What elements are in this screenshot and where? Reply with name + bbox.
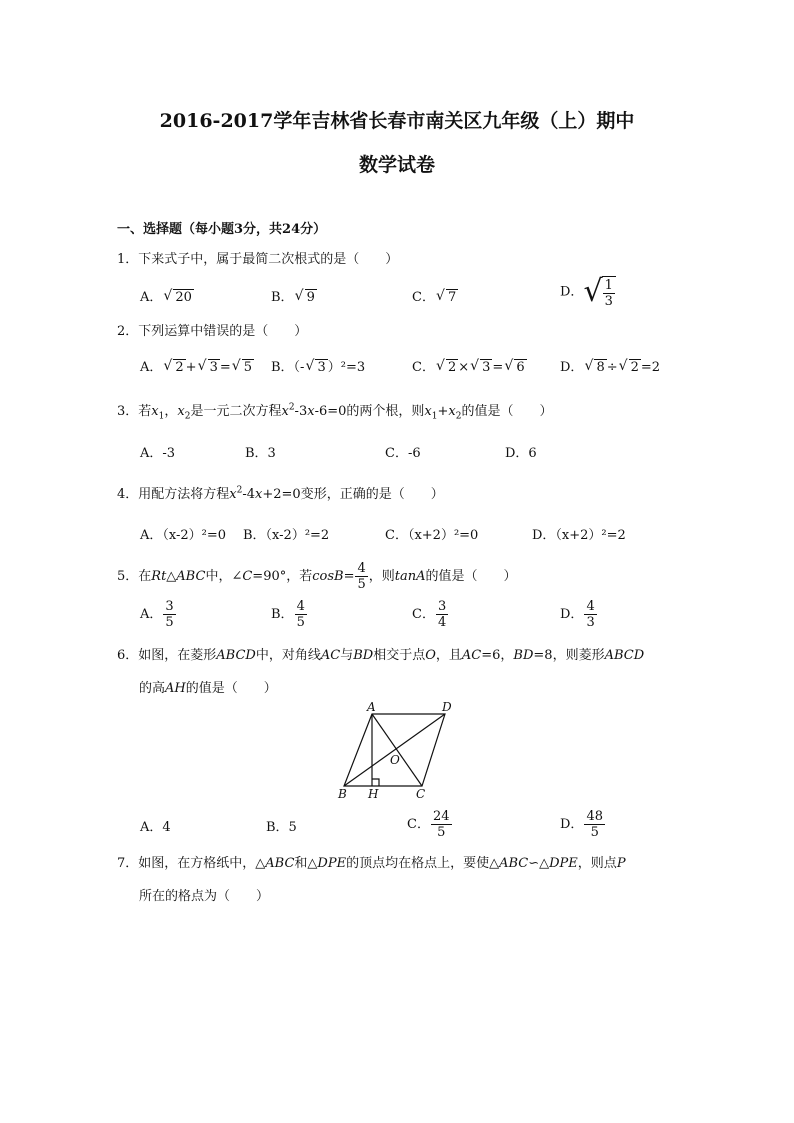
- q1-option-d: D． √ $\frac{1}{3}$: [560, 276, 616, 308]
- q1-option-b: B．√ 9: [271, 286, 317, 305]
- q5-option-a: A． $\frac{3}{5}$: [140, 599, 174, 630]
- q3-option-a: A．-3: [140, 446, 176, 461]
- exam-title-line1: 2016-2017学年吉林省长春市南关区九年级（上）期中: [159, 110, 635, 132]
- q1-a-radicand: 20: [175, 290, 192, 305]
- diagonal-bd: [344, 714, 445, 786]
- diagonal-ac: [372, 714, 422, 786]
- label-o: O: [390, 753, 400, 767]
- q1-option-c: C．√ 7: [412, 286, 458, 305]
- q5-option-b: B． $\frac{4}{5}$: [271, 599, 305, 630]
- rhombus-figure: [330, 698, 470, 802]
- q3-option-c: C．-6: [385, 446, 421, 461]
- q2-option-b: B．（-√ 3 ）²=3: [271, 356, 365, 375]
- question-3-stem: 3．若$x_1$，$x_2$是一元二次方程$x^2-3x-6=0$的两个根，则$x_1+x_2$的值是（ ）: [117, 402, 553, 422]
- q3-option-b: B．3: [245, 446, 276, 461]
- q4-option-a: A．（x-2）²=0: [140, 528, 227, 543]
- question-7-stem-line2: 所在的格点为（ ）: [139, 889, 270, 904]
- label-a: A: [367, 700, 376, 714]
- question-5-stem: 5．在Rt△ABC中，∠C=90°，若cosB= $\frac{4}{5}$ ，则tanA的值是（ ）: [117, 561, 517, 592]
- label-h: H: [368, 787, 379, 801]
- q1-c-radicand: 7: [447, 290, 457, 305]
- label-c: C: [416, 787, 426, 801]
- question-5-options: [0, 600, 794, 630]
- question-1-options: [0, 274, 794, 312]
- right-angle-mark: [372, 779, 379, 786]
- cos-b-fraction: $\frac{4}{5}$: [357, 561, 366, 592]
- question-6-stem-line2: 的高AH的值是（ ）: [139, 681, 277, 696]
- q4-option-d: D．（x+2）²=2: [532, 528, 626, 543]
- question-4-options: [0, 524, 794, 554]
- question-4-stem: 4．用配方法将方程$x^2-4x+2=0$变形，正确的是（ ）: [117, 485, 444, 502]
- q2-option-d: D．√ 8 ÷√ 2 =2: [560, 356, 660, 375]
- question-1-stem: 1．下来式子中，属于最简二次根式的是（ ）: [117, 252, 399, 267]
- q2-option-c: C．√ 2 ×√ 3 =√ 6: [412, 356, 527, 375]
- section-heading: 一、选择题（每小题3分，共24分）: [117, 222, 327, 237]
- q6-option-d: D． $\frac{48}{5}$: [560, 809, 603, 840]
- q4-option-c: C．（x+2）²=0: [385, 528, 479, 543]
- label-d: D: [442, 700, 452, 714]
- q3-option-d: D．6: [505, 446, 537, 461]
- radical-sign-icon: √: [583, 274, 603, 309]
- question-2-options: [0, 356, 794, 386]
- q6-option-b: B．5: [266, 820, 297, 835]
- q6-option-c: C． $\frac{24}{5}$: [407, 809, 450, 840]
- q5-option-c: C． $\frac{3}{4}$: [412, 599, 447, 630]
- q2-option-a: A．√ 2 +√ 3 =√ 5: [140, 356, 254, 375]
- question-3-options: [0, 442, 794, 472]
- exam-title-line2: 数学试卷: [358, 154, 435, 176]
- question-7-stem-line1: 7．如图，在方格纸中，△ABC和△DPE的顶点均在格点上，要使△ABC∽△DPE，则点P: [117, 856, 626, 871]
- q5-option-d: D． $\frac{4}{3}$: [560, 599, 595, 630]
- q4-option-b: B．（x-2）²=2: [243, 528, 330, 543]
- q1-option-a: A．√ 20: [140, 286, 194, 305]
- q1-b-radicand: 9: [306, 290, 315, 305]
- question-2-stem: 2．下列运算中错误的是（ ）: [117, 324, 308, 339]
- label-b: B: [338, 787, 347, 801]
- q6-option-a: A．4: [140, 820, 171, 835]
- question-6-stem-line1: 6．如图，在菱形ABCD中，对角线AC与BD相交于点O，且AC=6，BD=8，则菱形ABCD: [117, 648, 645, 663]
- question-6-options: [0, 810, 794, 840]
